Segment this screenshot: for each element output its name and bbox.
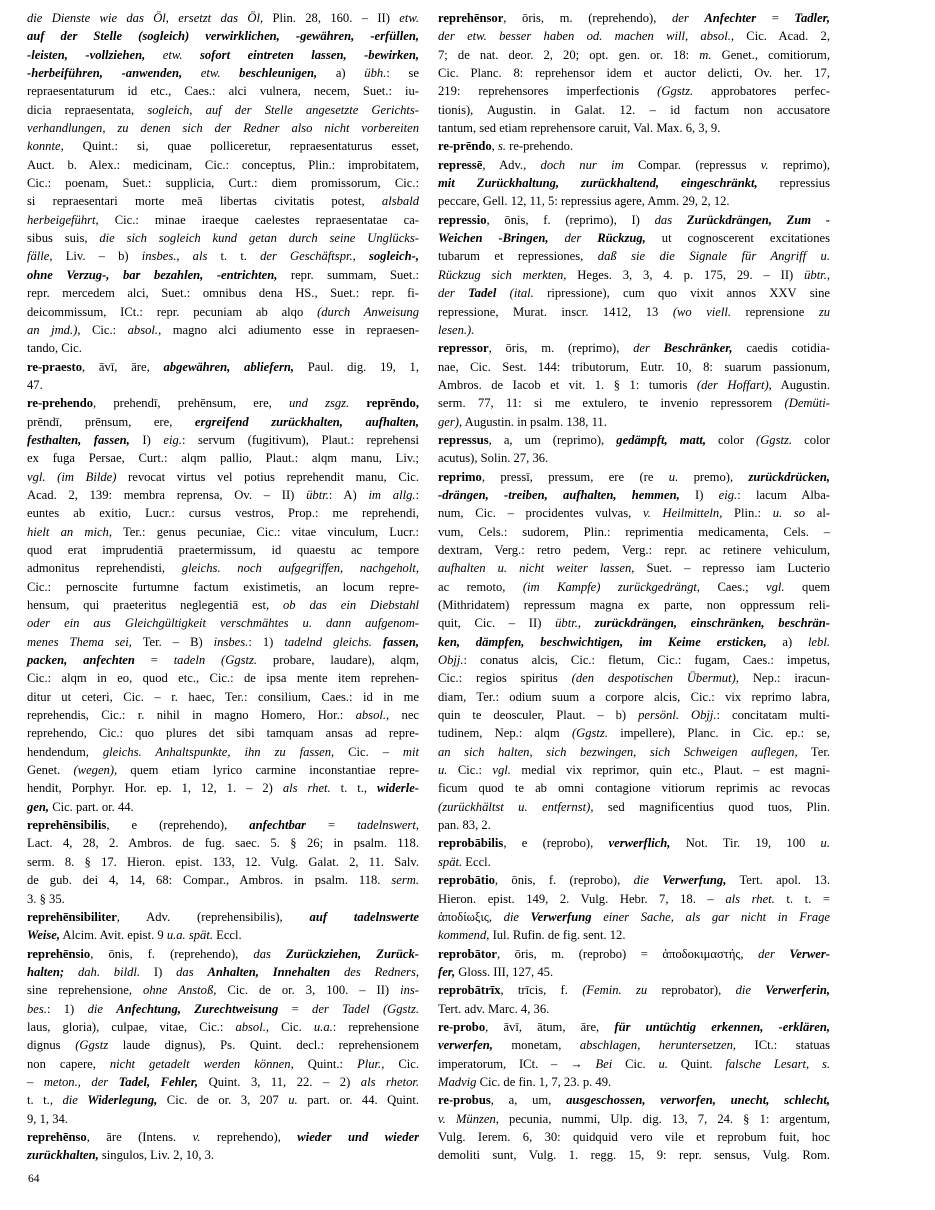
text-line: reprimo, pressī, pressum, ere (re u. premo), zurückdrücken, [438, 469, 830, 484]
text-line: hendendum, gleichs. Anhaltspunkte, ihn zu fassen, Cic. – mit [27, 744, 419, 759]
text-line: ἀποδίωξις, die Verwerfung einer Sache, als gar nicht in Frage [438, 909, 831, 924]
text-line: -drängen, -treiben, aufhalten, hemmen, I) eig.: lacum Alba- [438, 487, 831, 502]
text-line: 219: reprehensores imperfectionis (Ggstz. approbatores perfec- [438, 84, 830, 99]
text-line: reprehēnso, āre (Intens. v. reprehendo), wieder und wieder [27, 1129, 420, 1144]
text-line: pan. 83, 2. [438, 818, 491, 833]
text-line: Hieron. epist. 149, 2. Vulg. Hebr. 7, 18. – als rhet. t. t. = [438, 891, 830, 906]
text-line: quit, Cic. – II) übtr., zurückdrängen, einschränken, beschrän- [438, 616, 830, 631]
text-line: gen, Cic. part. or. 44. [27, 799, 134, 814]
text-line: imperatorum, ICt. – → Bei Cic. u. Quint. falsche Lesart, s. [438, 1056, 831, 1071]
text-line: reprehēnsibiliter, Adv. (reprehensibilis), auf tadelnswerte [27, 909, 419, 924]
text-line: ficum quod te ab omni contagione vitiorum reprimis ac revocas [438, 781, 830, 796]
text-line: packen, anfechten = tadeln (Ggstz. probare, laudare), alqm, [27, 653, 419, 668]
text-line: bes.: 1) die Anfechtung, Zurechtweisung = der Tadel (Ggstz. [27, 1001, 420, 1016]
text-line: Auct. b. Alex.: medicinam, Cic.: conceptus, Plin.: improbitatem, [27, 157, 419, 172]
text-line: de gub. dei 4, 14, 68: Compar., Ambros. in psalm. 118. serm. [27, 873, 419, 888]
text-line: ex fuga Persae, Curt.: alqm pallio, Plaut.: alqm manu, Liv.; [27, 451, 419, 466]
text-line: repressio, ōnis, f. (reprimo), I) das Zurückdrängen, Zum - [438, 212, 830, 227]
text-line: auf der Stelle (sogleich) verwirklichen, -gewähren, -erfüllen, [27, 29, 419, 44]
text-line: der Tadel (ital. ripressione), cum quo vixit annos XXV sine [438, 286, 831, 301]
text-line: ditur ut ceteri, Cic. – r. haec, Ter.: consilium, Caes.: id in me [27, 689, 419, 704]
text-line: (Mithridatem) repressum magna ex parte, non oppressum reli- [438, 598, 830, 612]
text-line: reprehendo, Cic.: quo plures det sibi tamquam ansas ad repre- [27, 726, 419, 741]
text-line: acutus), Solin. 27, 36. [438, 451, 549, 466]
text-line: repressus, a, um (reprimo), gedämpft, matt, color (Ggstz. color [438, 432, 830, 447]
text-line: sibus suis, die sich sogleich kund getan durch seine Unglücks- [27, 231, 419, 246]
text-line: tando, Cic. [27, 341, 82, 356]
text-line: dicia repraesentata, sogleich, auf der Stelle angesetzte Gerichts- [27, 102, 419, 117]
text-line: u. Cic.: vgl. medial vix reprimor, quin etc., Plaut. – est magni- [438, 763, 831, 778]
text-line: lesen.). [438, 322, 475, 337]
text-line: vgl. (im Bilde) revocat virtus vel potius reprehendit manu, Cic. [27, 469, 419, 484]
text-line: dextram, Verg.: retro pedem, Verg.: repr. ac retinere vehiculum, [438, 542, 830, 557]
text-line: festhalten, fassen, I) eig.: servum (fugitivum), Plaut.: reprehensi [27, 432, 419, 447]
text-line: re-probus, a, um, ausgeschossen, verworfen, unecht, schlecht, [438, 1093, 830, 1108]
text-line: prēndī, prēnsum, ere, ergreifend zurückhalten, aufhalten, [27, 414, 419, 429]
text-line: vum, Cels.: sudorem, Plin.: reprimentia medicamenta, Cels. – [438, 524, 830, 539]
text-line: v. Münzen, pecunia, nummi, Ulp. dig. 13, 7, 24. § 1: argentum, [438, 1111, 830, 1126]
text-line: peccare, Gell. 12, 11, 5: repressius agere, Amm. 29, 2, 12. [438, 194, 730, 209]
text-line: an jmd.), Cic.: absol., magno alci adiumento esse in repraesen- [27, 322, 420, 337]
text-line: Cic. Planc. 8: reprehensor idem et auctor delicti, Ov. her. 17, [438, 66, 830, 81]
text-line: zurückhalten, singulos, Liv. 2, 10, 3. [27, 1148, 215, 1163]
text-line: re-praesto, āvī, āre, abgewähren, abliefern, Paul. dig. 19, 1, [27, 359, 419, 374]
text-line: serm. 77, 11: si me extulero, te invenio repressorem (Demüti- [438, 396, 830, 411]
text-line: menes Thema sei, Ter. – B) insbes.: 1) tadelnd gleichs. fassen, [27, 634, 419, 649]
text-line: re-prehendo, prehendī, prehēnsum, ere, und zsgz. reprēndo, [27, 396, 419, 411]
text-line: reprehēnsio, ōnis, f. (reprehendo), das Zurückziehen, Zurück- [27, 946, 419, 961]
text-line: – meton., der Tadel, Fehler, Quint. 3, 11, 22. – 2) als rhetor. [27, 1074, 420, 1089]
text-line: t. t., die Widerlegung, Cic. de or. 3, 207 u. part. or. 44. Quint. [27, 1093, 420, 1108]
text-line: 3. § 35. [27, 891, 65, 906]
text-line: deicommissum, ICt.: repr. pecuniam ab alqo (durch Anweisung [27, 304, 419, 319]
text-line: diam, Ter.: odium suum a corpore alcis, Cic.: vix reprimo labra, [438, 689, 830, 704]
text-line: ken, dämpfen, beschwichtigen, im Keime ersticken, a) lebl. [438, 634, 830, 649]
text-line: die Dienste wie das Öl, ersetzt das Öl, Plin. 28, 160. – II) etw. [27, 11, 419, 25]
text-line: reprehēnsor, ōris, m. (reprehendo), der Anfechter = Tadler, [438, 11, 830, 25]
text-line: Objj.: conatus alcis, Cic.: fletum, Cic.: fugam, Caes.: impetus, [438, 653, 830, 668]
text-line: reprobātio, ōnis, f. (reprobo), die Verwerfung, Tert. apol. 13. [438, 873, 830, 888]
text-line: reprobātrīx, trīcis, f. (Femin. zu reprobator), die Verwerferin, [438, 983, 830, 998]
text-line: repr. mercedem alci, Suet.: omnibus dena HS., Suet.: repr. fi- [27, 286, 419, 301]
text-line: Ambros. de Iacob et vit. 1. § 1: tumoris (der Hoffart), Augustin. [438, 377, 830, 392]
text-line: Genet. (wegen), quem etiam lyrico carmine inconstantiae repre- [27, 763, 419, 778]
text-line: (zurückhältst u. entfernst), sed magnificentius quod tuos, Plin. [438, 799, 830, 814]
right-column [438, 9, 830, 1165]
page-number: 64 [28, 1173, 40, 1185]
text-line: hendit, Porphyr. Hor. ep. 1, 12, 1. – 2) als rhet. t. t., widerle- [27, 781, 419, 796]
text-line: Rückzug sich merkten, Heges. 3, 3, 4. p. 175, 29. – II) übtr., [438, 267, 830, 282]
text-line: repressē, Adv., doch nur im Compar. (repressus v. reprimo), [438, 157, 831, 172]
text-line: repraesentaturum id etc., Caes.: alci vulnera, necem, Suet.: iu- [27, 84, 419, 99]
text-line: reprobābilis, e (reprobo), verwerflich, Not. Tir. 19, 100 u. [438, 836, 830, 851]
text-line: aufhalten u. nicht weiter lassen, Suet. – represso iam Lucterio [438, 561, 830, 576]
text-line: kommend, Iul. Rufin. de fig. sent. 12. [438, 928, 626, 943]
text-line: ger), Augustin. in psalm. 138, 11. [438, 414, 607, 429]
text-line: ac remoto, (im Kampfe) zurückgedrängt, Caes.; vgl. quem [438, 579, 830, 594]
text-line: repressor, ōris, m. (reprimo), der Beschränker, caedis cotidia- [438, 341, 830, 356]
text-line: reprehendis, Cic.: r. nihil in magno Homero, Hor.: absol., nec [27, 708, 419, 723]
text-line: Cic.: pernoscite furtumne factum existimetis, an locum repre- [27, 579, 419, 594]
text-line: Weise, Alcim. Avit. epist. 9 u.a. spät. Eccl. [27, 928, 242, 943]
text-line: dignus (Ggstz laude dignus), Ps. Quint. decl.: reprehensionem [27, 1038, 419, 1053]
text-line: Cic.: regios spiritus (den despotischen Übermut), Nep.: iracun- [438, 671, 830, 686]
text-line: hensum, qui praeteritus neglegentiā est, ob das ein Diebstahl [27, 598, 419, 612]
text-line: Tert. adv. Marc. 4, 36. [438, 1001, 550, 1016]
text-line: -herbeiführen, -anwenden, etw. beschleunigen, a) übh.: se [27, 66, 419, 81]
text-line: quin te deosculer, Plaut. – b) persönl. Objj.: concitatam multi- [438, 708, 830, 723]
text-line: Weichen -Bringen, der Rückzug, ut cognoscerent excitationes [438, 231, 831, 246]
text-line: re-prēndo, s. re-prehendo. [438, 139, 574, 154]
text-line: tionis), Augustin. in Galat. 12. – id factum non accusatore [438, 102, 830, 117]
text-line: non capere, nicht getadelt werden können, Quint.: Plur., Cic. [27, 1056, 419, 1071]
text-line: num, Cic. – procidentes vulvas, v. Heilmitteln, Plin.: u. so al- [438, 506, 831, 521]
text-line: Cic.: alqm in eo, quod etc., Cic.: de ipsa mente item reprehen- [27, 671, 419, 686]
text-line: tubarum et repressiones, daß sie die Signale für Angriff u. [438, 249, 831, 264]
text-line: 7; de nat. deor. 2, 20; opt. gen. or. 18: m. Genet., comitiorum, [438, 47, 830, 62]
text-line: ohne Verzug-, bar bezahlen, -entrichten, repr. summam, Suet.: [27, 267, 419, 282]
text-line: serm. 8. § 17. Hieron. epist. 133, 12. Vulg. Galat. 2, 11. Salv. [27, 854, 419, 869]
text-line: tantum, sed etiam reprehensore caruit, Val. Max. 6, 3, 9. [438, 121, 721, 136]
text-line: euntes ab exitio, Lucr.: cursus vestros, Prop.: me reprehendi, [27, 506, 419, 521]
text-line: fälle, Liv. – b) insbes., als t. t. der Geschäftspr., sogleich-, [27, 249, 419, 264]
text-line: nae, Cic. Sest. 144: tributorum, Eutr. 10, 8: suarum passionum, [438, 359, 830, 374]
text-line: spät. Eccl. [438, 854, 491, 869]
text-line: reprobātor, ōris, m. (reprobo) = ἀποδοκιμαστής, der Verwer- [438, 946, 830, 961]
text-line: fer, Gloss. III, 127, 45. [438, 964, 554, 979]
text-line: Lact. 4, 28, 2. Ambros. de fug. saec. 5. § 26; in psalm. 118. [27, 836, 419, 851]
text-line: der etw. besser haben od. machen will, absol., Cic. Acad. 2, [438, 29, 830, 44]
text-line: herbeigeführt, Cic.: minae iraeque caelestes repraesentatae ca- [27, 212, 419, 227]
text-line: repressione, Murat. inscr. 1412, 13 (wo viell. reprensione zu [438, 304, 831, 319]
text-line: halten; dah. bildl. I) das Anhalten, Innehalten des Redners, [27, 964, 420, 979]
text-line: -leisten, -vollziehen, etw. sofort eintreten lassen, -bewirken, [27, 47, 420, 62]
text-line: hielt an mich, Ter.: genus pecuniae, Cic.: vitae vinculum, Lucr.: [27, 524, 419, 539]
text-line: admonitus reprehendisti, gleichs. noch aufgegriffen, nachgeholt, [27, 561, 419, 576]
text-line: quod erat imprudentiā praetermissum, id quaestu ac tempore [27, 542, 419, 557]
text-line: si repraesentari morte meā libertas civitatis potest, alsbald [27, 194, 419, 209]
text-line: verwerfen, monetam, abschlagen, heruntersetzen, ICt.: statuas [438, 1038, 830, 1053]
text-line: verhandlungen, zu denen sich der Redner also nicht vorbereiten [27, 121, 419, 136]
text-line: Vulg. Ierem. 6, 30: quidquid vero vile et reprobum fuit, hoc [438, 1129, 830, 1144]
text-line: oder ein aus Gleichgültigkeit verschmähtes u. dann aufgenom- [27, 616, 419, 631]
left-column [27, 9, 419, 1165]
text-line: demoliti sunt, Vulg. 1. regg. 15, 9: repr. sensus, Vulg. Rom. [438, 1148, 830, 1163]
text-line: 47. [27, 377, 43, 392]
text-line: mit Zurückhaltung, zurückhaltend, eingeschränkt, repressius [438, 176, 831, 191]
text-line: sine reprehensione, ohne Anstoß, Cic. de or. 3, 100. – II) ins- [27, 983, 419, 998]
text-line: reprehēnsibilis, e (reprehendo), anfechtbar = tadelnswert, [27, 818, 419, 833]
text-line: Madvig Cic. de fin. 1, 7, 23. p. 49. [438, 1074, 612, 1089]
text-line: 9, 1, 34. [27, 1111, 68, 1126]
text-line: Acad. 2, 139: membra reprensa, Ov. – II) übtr.: A) im allg.: [27, 487, 420, 502]
text-line: an sich halten, sich bezwingen, sich Schweigen auflegen, Ter. [438, 744, 830, 759]
text-line: Cic.: poenam, Suet.: supplicia, Curt.: diem promissorum, Cic.: [27, 176, 419, 191]
text-line: konnte, Quint.: si, quae polliceretur, repraesentaturus esset, [27, 139, 419, 154]
text-line: tudinem, Nep.: alqm (Ggstz. impellere), Planc. in Cic. ep.: se, [438, 726, 830, 741]
text-line: re-probo, āvī, ātum, āre, für untüchtig erkennen, -erklären, [438, 1019, 830, 1034]
text-line: laus, gloria), culpae, vitae, Cic.: absol., Cic. u.a.: reprehensione [27, 1019, 419, 1034]
